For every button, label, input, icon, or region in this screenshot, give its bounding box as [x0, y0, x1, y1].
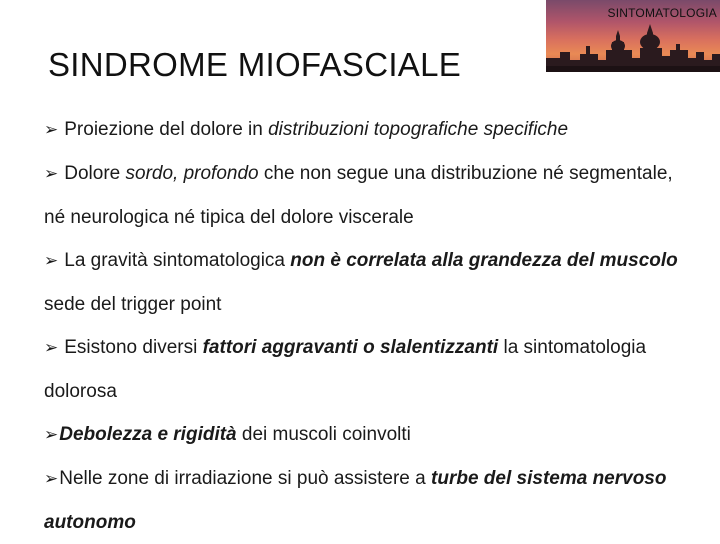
bullet-text: la sintomatologia dolorosa: [44, 337, 647, 402]
bullet-text: Esistono diversi: [64, 337, 203, 358]
slide-title: SINDROME MIOFASCIALE: [48, 46, 462, 83]
arrow-bullet-icon: ➢: [44, 338, 59, 358]
bullet-item: [44, 413, 694, 457]
arrow-bullet-icon: ➢: [44, 251, 59, 271]
bullet-item: [44, 326, 694, 413]
bullet-text: La gravità sintomatologica: [64, 250, 291, 271]
bullet-text: che non segue una distribuzione né segmentale, né neurologica né tipica del dolore viscerale: [44, 163, 673, 228]
bullet-emphasis-text: non è correlata alla grandezza del muscolo: [290, 250, 678, 271]
banner-label: SINTOMATOLOGIA: [607, 6, 717, 20]
header-banner-image: [546, 0, 720, 72]
bullet-emphasis-text: Debolezza e rigidità: [59, 424, 237, 445]
arrow-bullet-icon: ➢: [44, 425, 59, 445]
arrow-bullet-icon: ➢: [44, 120, 59, 140]
bullet-italic-text: distribuzioni topografiche specifiche: [268, 119, 569, 140]
bullet-item: [44, 108, 694, 152]
bullet-emphasis-text: turbe del sistema nervoso autonomo: [44, 468, 667, 533]
bullet-emphasis-text: fattori aggravanti o slalentizzanti: [202, 337, 499, 358]
bullet-italic-text: sordo, profondo: [125, 163, 259, 184]
bullet-item: [44, 457, 694, 544]
bullet-text: Nelle zone di irradiazione si può assistere a: [59, 468, 432, 489]
arrow-bullet-icon: ➢: [44, 164, 59, 184]
bullet-text: dei muscoli coinvolti: [236, 424, 411, 445]
bullet-item: [44, 152, 694, 239]
arrow-bullet-icon: ➢: [44, 469, 59, 489]
bullet-text: sede del trigger point: [44, 294, 222, 315]
bullet-text: Proiezione del dolore in: [64, 119, 269, 140]
bullet-list: [44, 108, 694, 544]
bullet-item: [44, 239, 694, 326]
bullet-text: Dolore: [64, 163, 126, 184]
